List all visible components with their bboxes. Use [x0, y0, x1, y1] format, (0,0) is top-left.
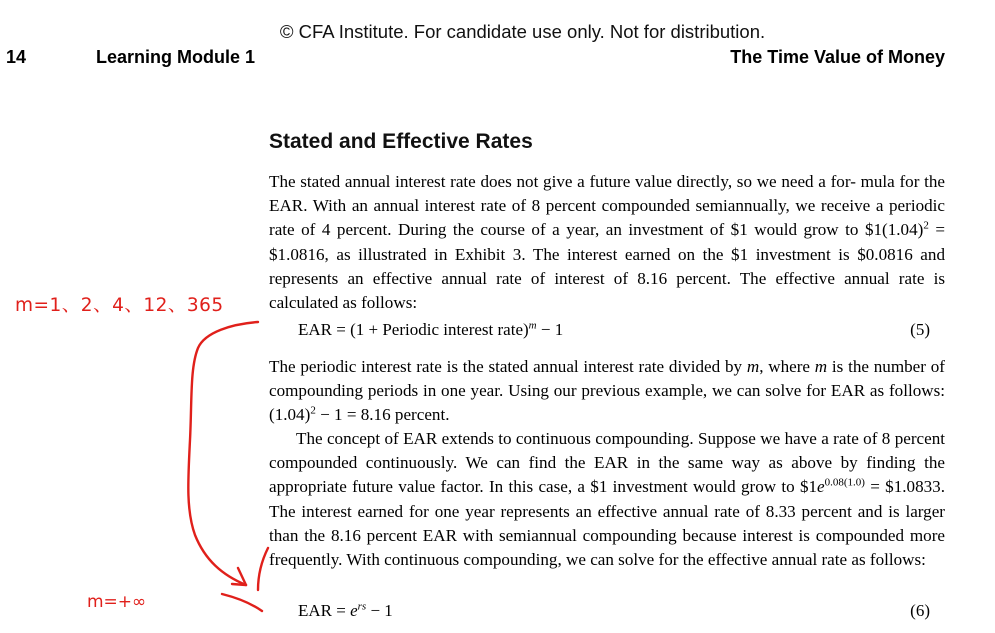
eq6-main: EAR =: [298, 601, 351, 620]
module-title: Learning Module 1: [96, 47, 256, 67]
equation-6-number: (6): [910, 601, 930, 620]
p3-text-a: The concept of EAR extends to continuous compounding. Suppose we have a rate of 8 percent compounded continuously. We can find the EAR in the same way as above by finding the appropriate future value factor. In this case, a $1 investment would grow to $1: [269, 429, 945, 497]
eq5-exponent: m: [528, 319, 537, 332]
p2-text-a: The periodic interest rate is the stated annual interest rate divided by: [269, 357, 747, 376]
p1-text-a: The stated annual interest rate does not give a future value directly, so we need a for- mula for the EAR. With an annual interest rate of 8 percent compounded semiannually, we receive a periodic rate of 4 percent. During the course of a year, an investment of $1 would grow to $1(1.04): [269, 172, 945, 240]
eq6-tail: − 1: [366, 601, 393, 620]
annotation-m-infinity: m=+∞: [87, 592, 147, 612]
p2-text-d: − 1 = 8.16 percent.: [315, 405, 450, 425]
p2-text-c: is the number of compounding periods in one year. Using our previous example, we can solve for EAR as follows: (1.04): [269, 357, 945, 425]
equation-5-number: (5): [910, 320, 930, 339]
eq5-tail: − 1: [536, 320, 564, 339]
annotation-m-values: m=1、2、4、12、365: [15, 295, 224, 316]
p3-text-b: = $1.0833. The interest earned for one year represents an effective annual rate of 8.33 percent and is larger than the 8.16 percent EAR with semiannual compounding because interest is compounded more frequently. With continuous compounding, we can solve for the effective annual rate as follows:: [269, 477, 945, 570]
p3-superscript: 0.08(1.0): [824, 476, 865, 489]
chapter-title: The Time Value of Money: [730, 47, 945, 67]
copyright-notice: © CFA Institute. For candidate use only. Not for distribution.: [279, 21, 766, 42]
p2-text-b: , where: [759, 357, 815, 376]
page-number: 14: [6, 47, 27, 67]
eq5-main: EAR = (1 + Periodic interest rate): [298, 320, 529, 339]
p1-superscript: 2: [923, 219, 929, 232]
p2-var-m1: m: [746, 357, 760, 376]
eq6-e: e: [350, 601, 358, 620]
eq6-exponent: rs: [357, 600, 367, 613]
p3-e: e: [817, 477, 825, 497]
p2-superscript: 2: [310, 404, 316, 417]
section-title: Stated and Effective Rates: [269, 130, 533, 153]
p1-text-b: = $1.0816, as illustrated in Exhibit 3. The interest earned on the $1 investment is $0.0816 and represents an effective annual rate of interest of 8.16 percent. The effective annual rate is calculated as follows:: [269, 220, 945, 313]
p2-var-m2: m: [814, 357, 828, 376]
